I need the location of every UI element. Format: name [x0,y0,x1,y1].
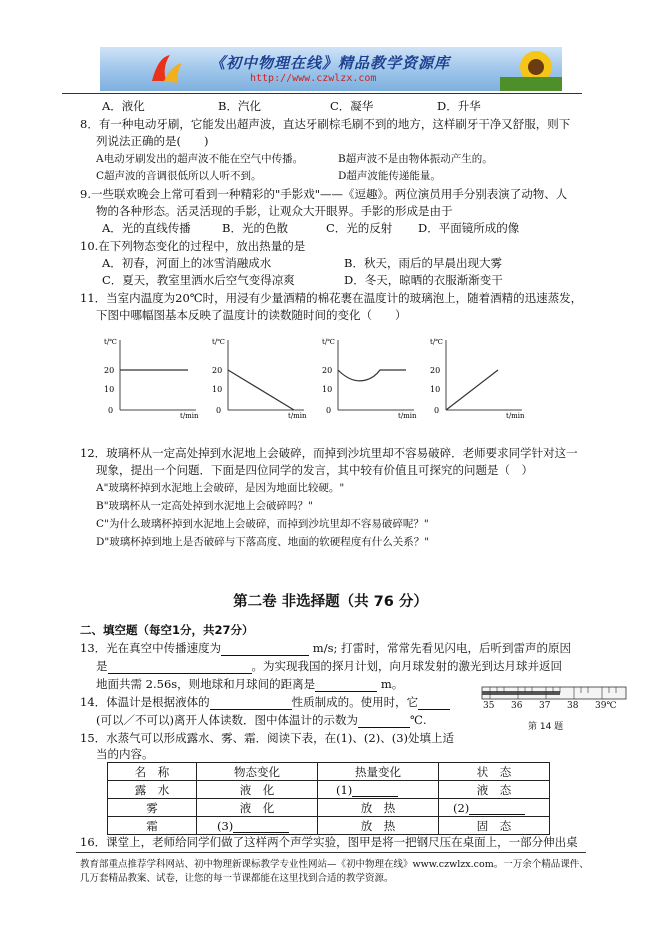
logo-icon [146,51,186,87]
q12-option-d: D"玻璃杯掉到地上是否破碎与下落高度、地面的软硬程度有什么关系？" [96,536,430,548]
table-cell: 放 热 [318,817,439,835]
banner-title: 《初中物理在线》精品教学资源库 [210,54,451,72]
table-cell-blank[interactable] [318,781,439,799]
q11-graph-b-curve [228,370,294,410]
q11-graph-a-ylabel: t/℃ [104,338,118,346]
table-row [108,781,550,799]
q8-option-b: B超声波不是由物体振动产生的。 [338,153,493,165]
section-fill-blank-heading: 二、填空题（每空1分，共27分） [80,623,254,637]
q11-graph-d-xlabel: t/min [506,412,525,420]
q14-line1 [80,694,450,710]
q8-option-a: A电动牙刷发出的超声波不能在空气中传播。 [96,153,304,165]
q15-blank-2[interactable] [469,802,525,815]
q11-graph-c [318,334,418,420]
q11-graph-a-tick-20: 20 [104,366,115,375]
table-cell: 液 态 [439,781,550,799]
q9-option-c: C．光的反射 [326,221,393,235]
part2-title: 第二卷 非选择题（共 76 分） [233,594,428,610]
q10-stem: 10.在下列物态变化的过程中，放出热量的是 [80,239,306,253]
q8-option-d: D超声波能传递能量。 [338,170,441,182]
q11-graph-a-xlabel: t/min [180,412,199,420]
table-header-cell: 物态变化 [197,763,318,781]
banner-url[interactable]: http://www.czwlzx.com [250,73,377,84]
q11-graph-d-tick-20: 20 [430,366,441,375]
q9-option-a: A．光的直线传播 [102,221,191,235]
q10-option-b: B．秋天，雨后的早晨出现大雾 [344,256,502,270]
q9-option-d: D．平面镜所成的像 [418,221,520,235]
q14-line2 [96,712,427,728]
q11-stem-line1: 11．当室内温度为20℃时，用浸有少量酒精的棉花裹在温度计的玻璃泡上，随着酒精的迅速蒸发， [80,291,583,305]
q14-line1-text-b: 性质制成的。使用时，它 [291,695,419,709]
footer-rule [76,852,586,853]
table-cell: 放 热 [318,799,439,817]
header-banner [100,47,562,91]
table-cell: 液 化 [197,799,318,817]
q12-option-a: A"玻璃杯掉到水泥地上会破碎，是因为地面比较硬。" [96,482,345,494]
q9-stem-line1: 9.一些联欢晚会上常可看到一种精彩的"手影戏"——《逗趣》。两位演员用手分别表演了动物、人 [80,187,568,201]
q8-stem-line1: 8．有一种电动牙刷，它能发出超声波，直达牙刷棕毛刷不到的地方，这样刷牙干净又舒服，则下 [80,117,571,131]
q7-option-d: D．升华 [437,99,481,113]
table-row [108,799,550,817]
q11-graph-c-xlabel: t/min [398,412,417,420]
q14-blank-2[interactable] [418,697,450,710]
q15-blank-3[interactable] [233,820,289,833]
q7-option-a: A．液化 [102,99,145,113]
table-cell: 固 态 [439,817,550,835]
blank-label-3: (3) [217,818,234,833]
q13-line3-text-b: m。 [380,677,404,691]
q13-line1 [80,640,571,656]
sunflower-icon [500,47,562,91]
table-header-cell: 状 态 [439,763,550,781]
q11-graph-c-ylabel: t/℃ [322,338,336,346]
q12-option-b: B"玻璃杯从一定高处掉到水泥地上会破碎吗？" [96,500,313,512]
q11-graph-d [426,334,526,420]
q13-line3-text-a: 地面共需 2.56s，则地球和月球间的距离是 [96,677,316,691]
q9-option-b: B．光的色散 [222,221,288,235]
q13-line1-text-b: m/s; 打雷时，常常先看见闪电，后听到雷声的原因 [312,641,572,655]
table-header-row [108,763,550,781]
q10-option-c: C．夏天，教室里洒水后空气变得凉爽 [102,273,295,287]
q11-stem-line2: 下图中哪幅图基本反映了温度计的读数随时间的变化（ ） [96,308,407,322]
q13-line2-text-a: 是 [96,659,108,673]
q15-table [107,762,550,835]
thermo-tick-39: 39℃ [595,701,617,711]
q8-stem-line2: 列说法正确的是( ) [96,134,209,148]
q15-stem-line1: 15．水蒸气可以形成露水、雾、霜．阅读下表，在(1)、(2)、(3)处填上适 [80,731,454,745]
q12-option-c: C"为什么玻璃杯掉到水泥地上会破碎，而掉到沙坑里却不容易破碎呢？" [96,518,429,530]
q13-blank-3[interactable] [315,679,377,692]
q15-blank-1[interactable] [352,784,398,797]
q11-graph-c-tick-20: 20 [322,366,333,375]
q14-line2-text-b: ℃. [409,713,427,727]
q13-line1-text-a: 13．光在真空中传播速度为 [80,641,222,655]
blank-label-1: (1) [336,782,353,797]
table-cell-blank[interactable] [197,817,318,835]
q7-option-b: B．汽化 [218,99,261,113]
q13-line2-text-b: 。为实现我国的探月计划，向月球发射的激光到达月球并返回 [251,659,562,673]
q11-graph-d-tick-0: 0 [434,406,440,415]
q11-graph-b-tick-0: 0 [216,406,222,415]
thermo-tick-36: 36 [511,701,523,711]
table-header-cell: 名 称 [108,763,197,781]
q13-blank-1[interactable] [221,643,309,656]
q13-line3 [96,676,403,692]
q7-option-c: C．凝华 [330,99,374,113]
q11-graph-b-tick-20: 20 [212,366,223,375]
q11-graph-d-ylabel: t/℃ [430,338,444,346]
table-cell: 液 化 [197,781,318,799]
q11-graph-b-tick-10: 10 [212,385,223,394]
q16-stem-line1: 16．课堂上，老师给同学们做了这样两个声学实验，图甲是将一把钢尺压在桌面上，一部分伸出桌 [80,835,578,849]
q11-graph-a-tick-10: 10 [104,385,115,394]
thermo-tick-37: 37 [539,701,551,711]
q11-graph-c-curve [338,370,406,381]
q10-option-a: A．初春，河面上的冰雪消融成水 [102,256,272,270]
q11-graph-b-ylabel: t/℃ [212,338,226,346]
q14-blank-1[interactable] [210,697,292,710]
q11-graph-d-curve [446,370,498,410]
q11-graph-b-xlabel: t/min [288,412,307,420]
thermo-tick-38: 38 [567,701,579,711]
thermometer-caption: 第 14 题 [528,722,564,732]
thermo-tick-35: 35 [483,701,495,711]
q11-graph-c-tick-0: 0 [326,406,332,415]
table-cell: 雾 [108,799,197,817]
q11-graph-c-tick-10: 10 [322,385,333,394]
q11-graph-b [208,334,308,420]
q13-blank-2[interactable] [108,661,252,674]
q14-line2-text-a: (可以／不可以)离开人体读数．图中体温计的示数为 [96,713,358,727]
q9-stem-line2: 物的各种形态。活灵活现的手影，让观众大开眼界。手影的形成是由于 [96,204,453,218]
blank-label-2: (2) [453,800,470,815]
q14-blank-3[interactable] [358,715,410,728]
table-header-cell: 热量变化 [318,763,439,781]
q15-stem-line2: 当的内容。 [96,747,154,761]
q8-option-c: C超声波的音调很低所以人听不到。 [96,170,262,182]
table-cell: 霜 [108,817,197,835]
q12-stem-line2: 现象，提出一个问题．下面是四位同学的发言，其中较有价值且可探究的问题是（ ） [96,463,533,477]
q11-graph-d-tick-10: 10 [430,385,441,394]
q11-graph-a [100,334,200,420]
table-cell-blank[interactable] [439,799,550,817]
table-row [108,817,550,835]
table-cell: 露 水 [108,781,197,799]
q14-line1-text-a: 14．体温计是根据液体的 [80,695,210,709]
footer-text: 教育部重点推荐学科网站、初中物理新课标教学专业性网站—《初中物理在线》www.czwlzx.com。一万余个精品课件、几万套精品教案、试卷，让您的每一节课都能在这里找到合适的教学资源。 [80,859,589,884]
q12-stem-line1: 12．玻璃杯从一定高处掉到水泥地上会破碎，而掉到沙坑里却不容易破碎．老师要求同学针对这一 [80,446,578,460]
q11-graph-a-tick-0: 0 [108,406,114,415]
thermometer-figure [480,684,630,724]
header-rule [62,93,582,94]
q13-line2 [96,658,562,674]
q10-option-d: D．冬天，晾晒的衣服渐渐变干 [344,273,503,287]
